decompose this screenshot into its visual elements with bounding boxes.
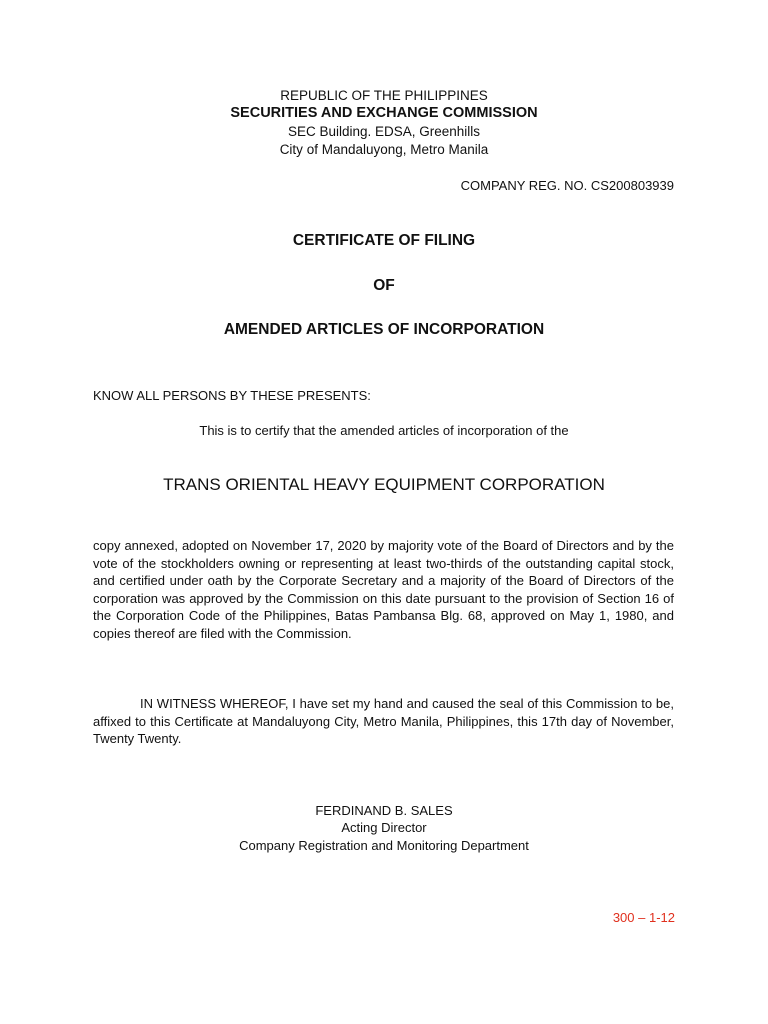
company-reg-number: COMPANY REG. NO. CS200803939 — [460, 178, 674, 193]
body-paragraph: copy annexed, adopted on November 17, 2020 by majority vote of the Board of Directors and by the vote of the stockholders owning or representing at least two-thirds of the outstanding capital stock, and certified under oath by the Corporate Secretary and a majority of the Board of Directors of the corporation was approved by the Commission on this date pursuant to the provision of Section 16 of the Corporation Code of the Philippines, Batas Pambansa Blg. 68, approved on May 1, 1980, and copies thereof are filed with the Commission. — [93, 538, 674, 641]
corporation-name: TRANS ORIENTAL HEAVY EQUIPMENT CORPORATION — [163, 475, 605, 494]
know-all-persons: KNOW ALL PERSONS BY THESE PRESENTS: — [93, 388, 371, 403]
signatory-department: Company Registration and Monitoring Department — [239, 838, 529, 853]
witness-paragraph: IN WITNESS WHEREOF, I have set my hand and caused the seal of this Commission to be, affixed to this Certificate at Mandaluyong City, Metro Manila, Philippines, this 17th day of November, Twenty Twenty. — [93, 696, 674, 747]
certificate-title-line-3: AMENDED ARTICLES OF INCORPORATION — [223, 321, 545, 338]
republic-heading: REPUBLIC OF THE PHILIPPINES — [280, 88, 488, 103]
address-line-1: SEC Building. EDSA, Greenhills — [287, 124, 481, 139]
certify-intro: This is to certify that the amended articles of incorporation of the — [199, 423, 569, 438]
certificate-title-line-1: CERTIFICATE OF FILING — [292, 232, 476, 249]
certificate-title-line-2: OF — [373, 277, 395, 294]
signatory-name: FERDINAND B. SALES — [315, 803, 453, 818]
commission-heading: SECURITIES AND EXCHANGE COMMISSION — [230, 105, 538, 121]
form-code: 300 – 1-12 — [612, 910, 675, 925]
signatory-position: Acting Director — [341, 820, 427, 835]
address-line-2: City of Mandaluyong, Metro Manila — [279, 142, 489, 157]
